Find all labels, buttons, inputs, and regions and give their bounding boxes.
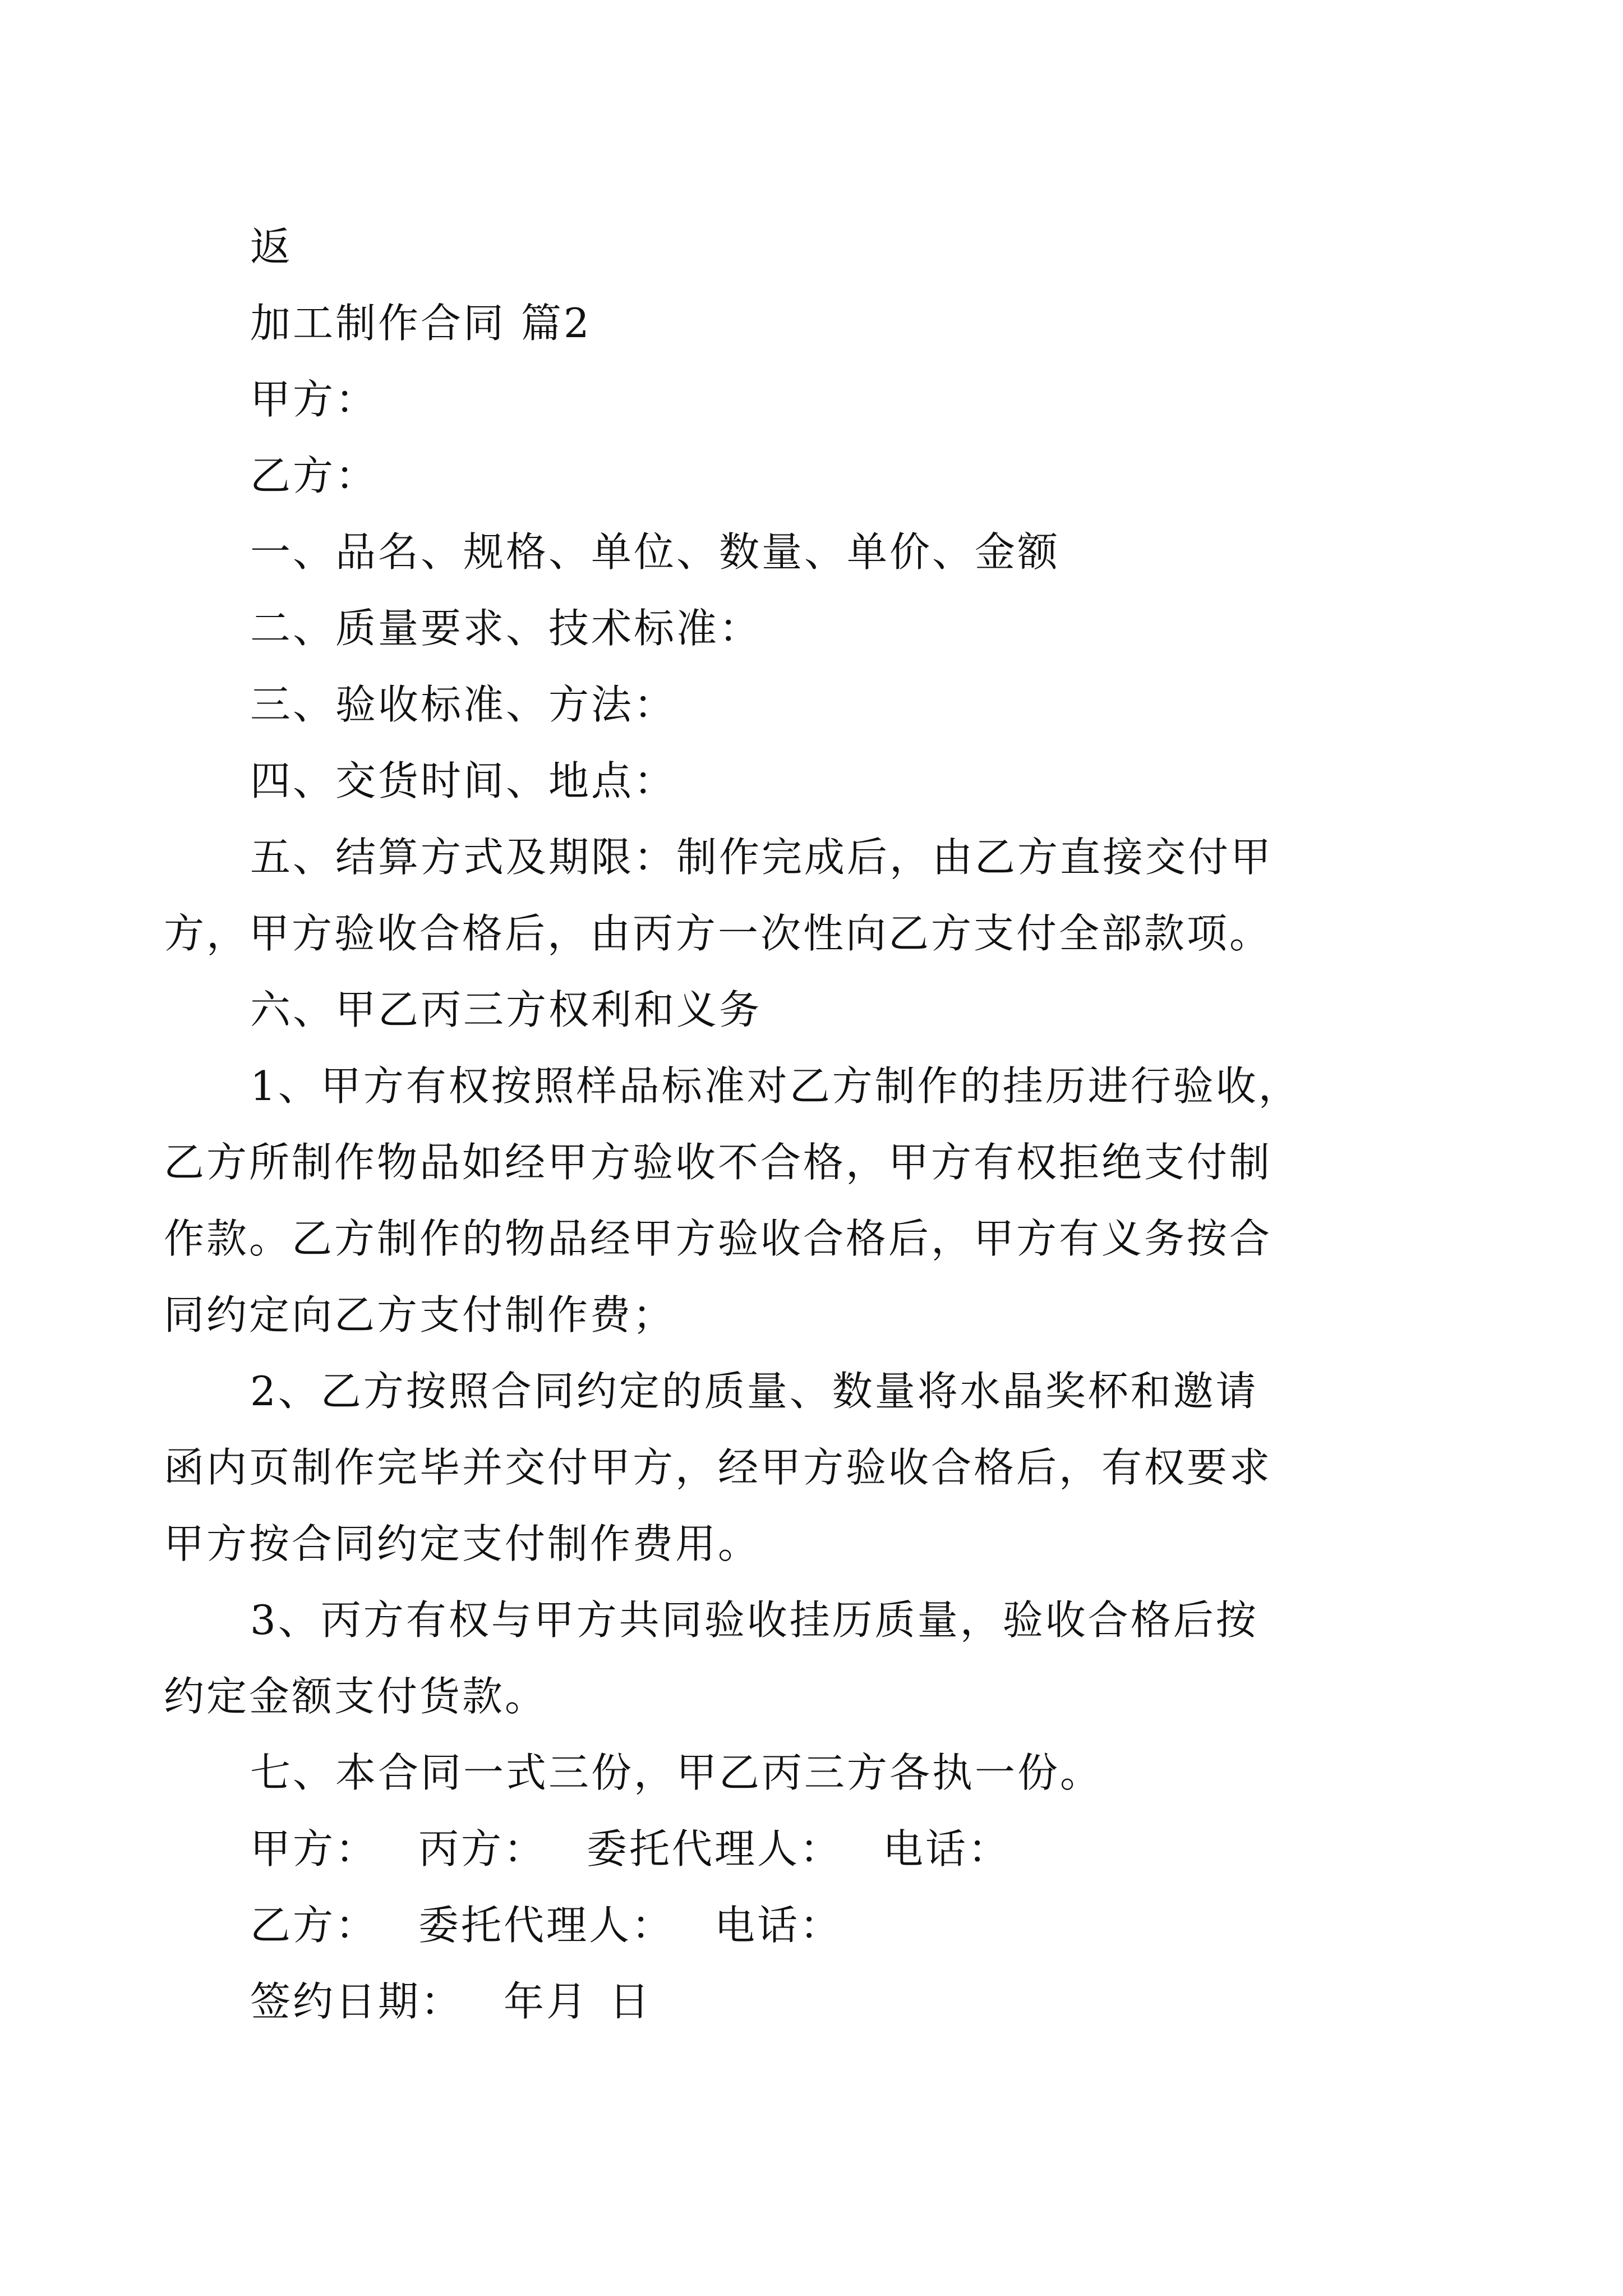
item-3-line-2: 约定金额支付货款。: [164, 1673, 548, 1720]
agent-label: 委托代理人：: [418, 1902, 675, 1949]
item-1-line-4: 同约定向乙方支付制作费；: [164, 1291, 676, 1338]
signature-line-2: [250, 1887, 1389, 1963]
agent-label: 委托代理人：: [587, 1825, 843, 1872]
clause-7: 七、本合同一式三份，甲乙丙三方各执一份。: [250, 1749, 1103, 1796]
party-a-signature-label: 甲方：: [250, 1825, 379, 1872]
text-line: 返: [250, 223, 293, 270]
clause-3: 三、验收标准、方法：: [250, 681, 677, 728]
signing-date-label: 签约日期：: [250, 1978, 464, 2025]
party-a-label: 甲方：: [250, 376, 379, 423]
clause-4: 四、交货时间、地点：: [250, 757, 677, 804]
item-2-line-1: 2、乙方按照合同约定的质量、数量将水晶奖杯和邀请: [250, 1368, 1258, 1415]
document-body: [164, 209, 1389, 2040]
item-1-line-2: 乙方所制作物品如经甲方验收不合格，甲方有权拒绝支付制: [164, 1139, 1272, 1186]
clause-6: 六、甲乙丙三方权利和义务: [250, 986, 762, 1033]
item-2-line-2: 函内页制作完毕并交付甲方，经甲方验收合格后，有权要求: [164, 1444, 1272, 1491]
date-year-month: 年月: [504, 1978, 589, 2025]
party-c-signature-label: 丙方：: [418, 1825, 547, 1872]
phone-label: 电话：: [714, 1902, 843, 1949]
item-1-line-3: 作款。乙方制作的物品经甲方验收合格后，甲方有义务按合: [164, 1215, 1272, 1262]
signature-line-1: [250, 1811, 1389, 1887]
item-3-line-1: 3、丙方有权与甲方共同验收挂历质量，验收合格后按: [250, 1596, 1258, 1644]
item-1-line-1: 1、甲方有权按照样品标准对乙方制作的挂历进行验收，: [250, 1062, 1301, 1110]
date-day: 日: [609, 1978, 652, 2025]
item-2-line-3: 甲方按合同约定支付制作费用。: [164, 1520, 761, 1567]
clause-5-line-2: 方，甲方验收合格后，由丙方一次性向乙方支付全部款项。: [164, 910, 1272, 957]
party-b-label: 乙方：: [250, 452, 379, 499]
party-b-signature-label: 乙方：: [250, 1902, 379, 1949]
clause-1: 一、品名、规格、单位、数量、单价、金额: [250, 528, 1061, 576]
clause-5-line-1: 五、结算方式及期限：制作完成后，由乙方直接交付甲: [250, 834, 1274, 881]
phone-label: 电话：: [883, 1825, 1011, 1872]
section-title: 加工制作合同 篇2: [250, 300, 592, 347]
signing-date-line: [250, 1963, 1389, 2040]
clause-2: 二、质量要求、技术标准：: [250, 605, 762, 652]
